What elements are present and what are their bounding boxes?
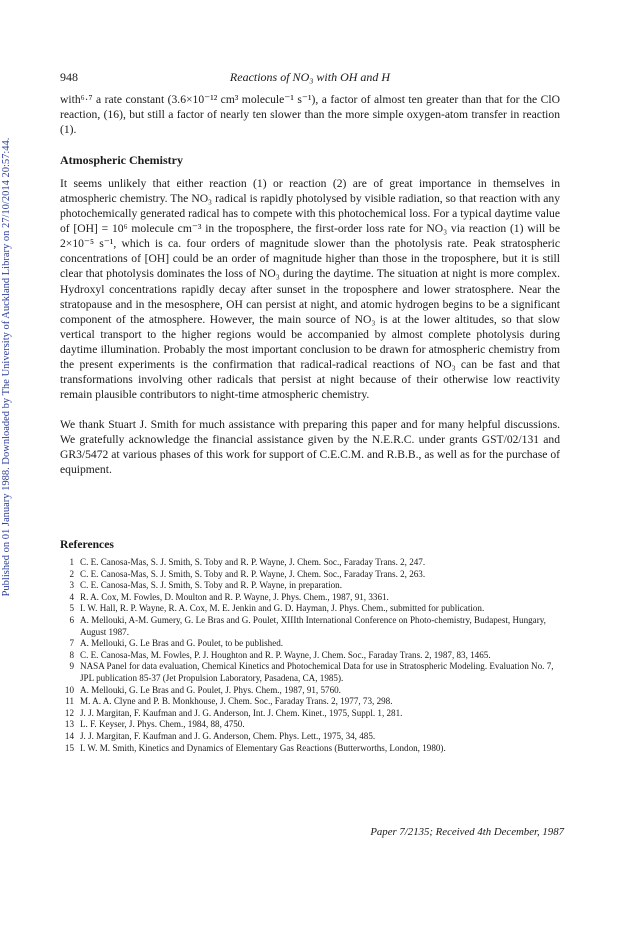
- reference-text: I. W. M. Smith, Kinetics and Dynamics of Elementary Gas Reactions (Butterworths, London, 1980).: [80, 742, 446, 753]
- references-heading: References: [60, 538, 114, 551]
- received-note: Paper 7/2135; Received 4th December, 1987: [370, 826, 564, 838]
- reference-item: [60, 719, 568, 731]
- intro-paragraph: with⁶·⁷ a rate constant (3.6×10⁻¹² cm³ molecule⁻¹ s⁻¹), a factor of almost ten greater than that for the ClO reaction, (16), but still a factor of nearly ten slower than the more simple oxygen-atom transfer in reaction (1).: [60, 93, 560, 137]
- reference-text: A. Mellouki, G. Le Bras and G. Poulet, to be published.: [80, 638, 284, 649]
- reference-number: 3: [69, 580, 74, 591]
- reference-item: [60, 696, 568, 708]
- reference-item: [60, 685, 568, 697]
- reference-item: [60, 708, 568, 720]
- running-title: Reactions of NO₃ with OH and H: [229, 70, 391, 84]
- reference-text: C. E. Canosa-Mas, S. J. Smith, S. Toby and R. P. Wayne, J. Chem. Soc., Faraday Trans. 2, 247.: [80, 557, 426, 567]
- reference-text: I. W. Hall, R. P. Wayne, R. A. Cox, M. E. Jenkin and G. D. Hayman, J. Phys. Chem., submitted for publication.: [80, 603, 485, 614]
- reference-number: 8: [69, 649, 74, 660]
- reference-number: 6: [69, 614, 74, 625]
- reference-number: 13: [64, 719, 74, 730]
- page-header: [60, 70, 560, 86]
- download-notice: Published on 01 January 1988. Downloaded by The University of Auckland Library on 27/10/2014 20:57:44.: [1, 137, 12, 597]
- reference-number: 11: [65, 696, 74, 707]
- reference-item: [60, 743, 568, 755]
- reference-text: R. A. Cox, M. Fowles, D. Moulton and R. P. Wayne, J. Phys. Chem., 1987, 91, 3361.: [80, 591, 389, 602]
- reference-item: [60, 557, 568, 569]
- page-number: 948: [60, 70, 78, 84]
- reference-number: 1: [69, 557, 74, 567]
- reference-number: 7: [69, 638, 74, 649]
- reference-text: A. Mellouki, G. Le Bras and G. Poulet, J. Phys. Chem., 1987, 91, 5760.: [80, 684, 341, 695]
- reference-item: [60, 731, 568, 743]
- reference-text: C. E. Canosa-Mas, S. J. Smith, S. Toby and R. P. Wayne, J. Chem. Soc., Faraday Trans. 2, 263.: [80, 568, 426, 579]
- reference-number: 4: [69, 591, 74, 602]
- reference-number: 15: [64, 742, 74, 753]
- reference-text: L. F. Keyser, J. Phys. Chem., 1984, 88, 4750.: [80, 719, 245, 730]
- reference-text: C. E. Canosa-Mas, M. Fowles, P. J. Houghton and R. P. Wayne, J. Chem. Soc., Faraday Trans. 2, 1987, 83, 1465.: [80, 649, 491, 660]
- section-heading: Atmospheric Chemistry: [60, 153, 183, 168]
- reference-text: J. J. Margitan, F. Kaufman and J. G. Anderson, Int. J. Chem. Kinet., 1975, Suppl. 1, 281.: [80, 707, 403, 718]
- section-paragraph: It seems unlikely that either reaction (1) or reaction (2) are of great importance in themselves in atmospheric chemistry. The NO₃ radical is rapidly photolysed by visible radiation, so that reaction with any photochemically generated radical has to compete with this photochemical loss. For a typical daytime value of [OH] = 10⁶ molecule cm⁻³ in the troposphere, the first-order loss rate for NO₃ via reaction (1) will be 2×10⁻⁵ s⁻¹, which is ca. four orders of magnitude slower than the photolysis rate. Peak stratospheric concentrations of [OH] could be an order of magnitude higher than those in the troposphere, but it is still clear that photolysis dominates the loss of NO₃ during the daytime. The situation at night is more complex. Hydroxyl concentrations rapidly decay after sunset in the troposphere and lower stratosphere. Near the stratopause and in the mesosphere, OH can persist at night, and atomic hydrogen begins to be a significant component of the atmosphere. However, the main source of NO₃ is at the lower altitudes, so that slow vertical transport to the higher regions would be accompanied by almost complete photolysis during daytime illumination. Probably the most important conclusion to be drawn for atmospheric chemistry from the present experiments is the confirmation that radical-radical reactions of NO₃ can be fast and that transformations involving other radicals that persist at night because of their otherwise low reactivity remain plausible contributors to night-time atmospheric chemistry.: [60, 177, 560, 401]
- body-text: [60, 92, 560, 477]
- reference-item: [60, 569, 568, 581]
- reference-text: J. J. Margitan, F. Kaufman and J. G. Anderson, Chem. Phys. Lett., 1975, 34, 485.: [80, 730, 376, 741]
- acknowledgement-paragraph: We thank Stuart J. Smith for much assistance with preparing this paper and for many helpful discussions. We gratefully acknowledge the financial assistance given by the N.E.R.C. under grants GST/02/131 and GR3/5472 at various phases of this work for support of C.E.C.M. and R.B.B., as well as for the purchase of equipment.: [60, 417, 560, 477]
- reference-text: NASA Panel for data evaluation, Chemical Kinetics and Photochemical Data for use in Stratospheric Modeling. Evaluation No. 7, JPL publication 85-37 (Jet Propulsion Laboratory, Pasadena, CA, 1985).: [80, 661, 554, 683]
- reference-item: [60, 592, 568, 604]
- reference-item: [60, 661, 568, 684]
- reference-item: [60, 580, 568, 592]
- reference-number: 9: [69, 661, 74, 672]
- reference-item: [60, 603, 568, 615]
- reference-item: [60, 650, 568, 662]
- reference-number: 14: [64, 730, 74, 741]
- reference-number: 5: [69, 603, 74, 614]
- reference-number: 10: [64, 684, 74, 695]
- reference-number: 2: [69, 568, 74, 579]
- reference-text: C. E. Canosa-Mas, S. J. Smith, S. Toby and R. P. Wayne, in preparation.: [80, 580, 343, 591]
- reference-text: A. Mellouki, A-M. Gumery, G. Le Bras and G. Poulet, XIIIth International Conference on Photo-chemistry, Budapest, Hungary, August 1987.: [80, 614, 546, 637]
- reference-item: [60, 615, 568, 638]
- reference-number: 12: [64, 707, 74, 718]
- references-list: [60, 557, 568, 754]
- reference-text: M. A. A. Clyne and P. B. Monkhouse, J. Chem. Soc., Faraday Trans. 2, 1977, 73, 298.: [80, 696, 393, 707]
- reference-item: [60, 638, 568, 650]
